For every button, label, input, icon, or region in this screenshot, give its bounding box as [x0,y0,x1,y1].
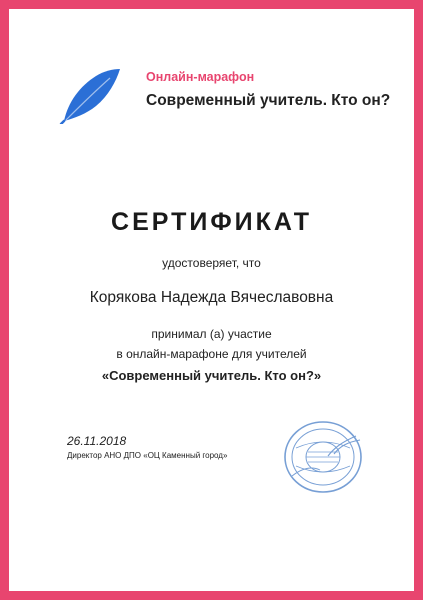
official-stamp-icon [282,418,364,496]
header-title: Современный учитель. Кто он? [146,92,391,109]
issue-date: 26.11.2018 [67,434,127,448]
certifies-text: удостоверяет, что [162,256,261,270]
event-description: в онлайн-марафоне для учителей [116,347,307,361]
signer-title: Директор АНО ДПО «ОЦ Каменный город» [67,451,228,460]
recipient-name: Корякова Надежда Вячеславовна [89,289,334,306]
feather-logo-icon [58,66,122,124]
certificate-title: СЕРТИФИКАТ [111,208,312,236]
header-subtitle: Онлайн-марафон [146,70,255,84]
event-title: «Современный учитель. Кто он?» [101,368,322,383]
participation-text: принимал (а) участие [151,327,272,341]
